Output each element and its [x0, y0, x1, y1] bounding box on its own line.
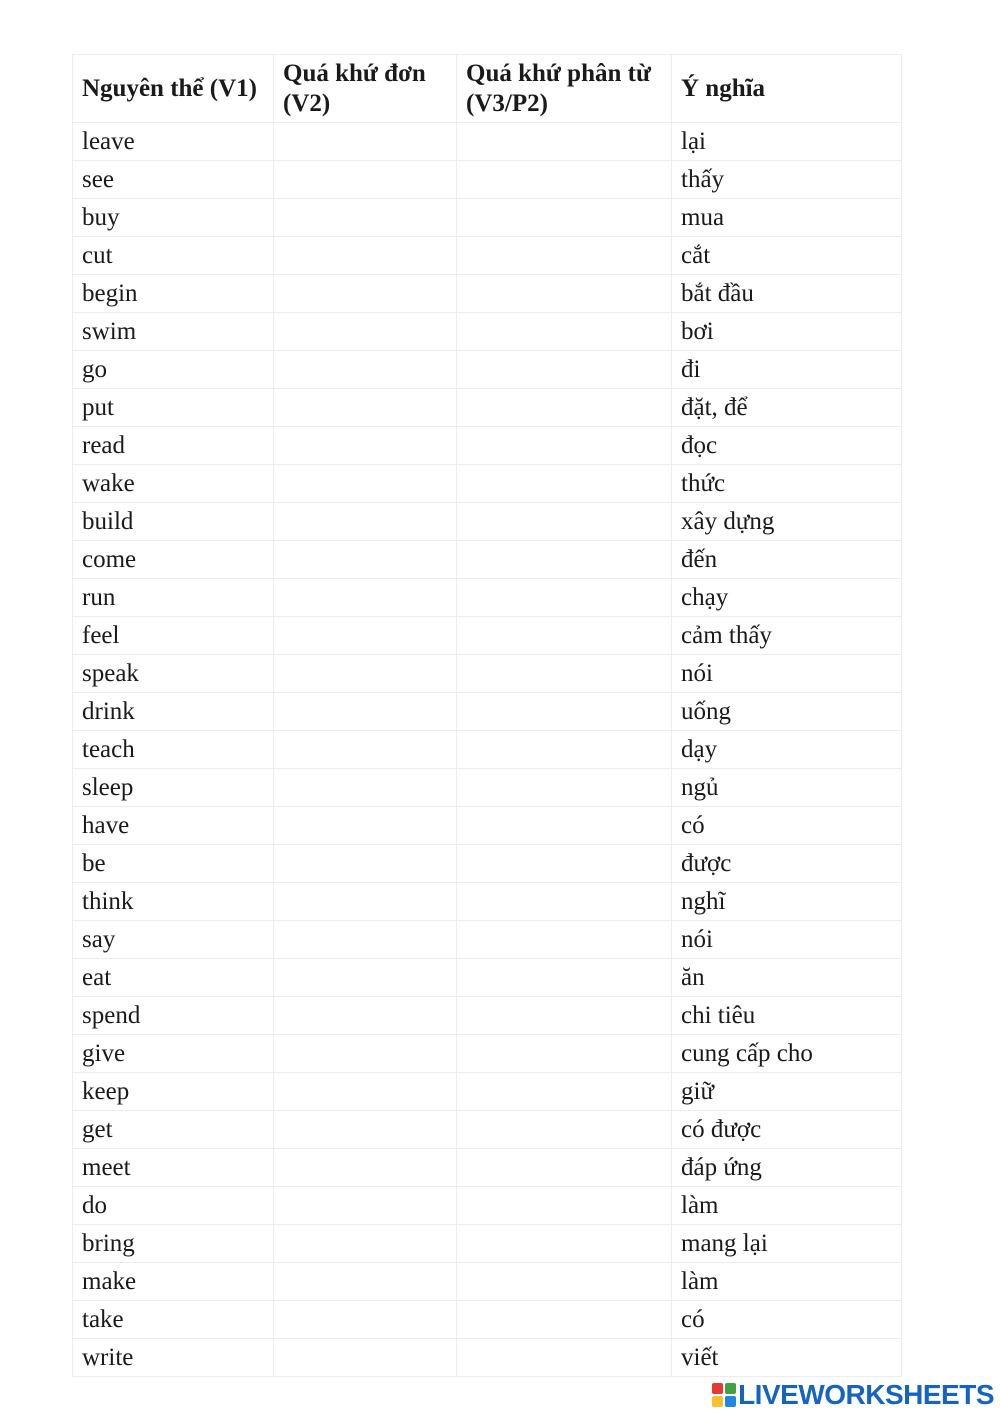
cell-past-simple-answer[interactable]: [274, 541, 457, 579]
cell-past-simple-answer[interactable]: [274, 769, 457, 807]
cell-past-participle-answer[interactable]: [457, 807, 672, 845]
cell-past-participle-answer[interactable]: [457, 427, 672, 465]
table-row: [73, 1301, 902, 1339]
cell-meaning: thức: [672, 465, 902, 503]
table-row: [73, 807, 902, 845]
cell-infinitive: think: [73, 883, 274, 921]
cell-infinitive: see: [73, 161, 274, 199]
cell-infinitive: drink: [73, 693, 274, 731]
cell-infinitive: spend: [73, 997, 274, 1035]
cell-infinitive: come: [73, 541, 274, 579]
header-meaning: Ý nghĩa: [672, 55, 902, 123]
table-row: [73, 313, 902, 351]
liveworksheets-logo: [712, 1379, 994, 1411]
cell-past-participle-answer[interactable]: [457, 1149, 672, 1187]
cell-past-participle-answer[interactable]: [457, 1035, 672, 1073]
table-row: [73, 1263, 902, 1301]
table-row: [73, 427, 902, 465]
cell-past-participle-answer[interactable]: [457, 123, 672, 161]
cell-meaning: lại: [672, 123, 902, 161]
cell-past-participle-answer[interactable]: [457, 655, 672, 693]
cell-past-simple-answer[interactable]: [274, 1149, 457, 1187]
table-row: [73, 1339, 902, 1377]
cell-past-participle-answer[interactable]: [457, 1339, 672, 1377]
cell-past-simple-answer[interactable]: [274, 579, 457, 617]
cell-infinitive: sleep: [73, 769, 274, 807]
cell-infinitive: wake: [73, 465, 274, 503]
cell-infinitive: buy: [73, 199, 274, 237]
cell-past-participle-answer[interactable]: [457, 845, 672, 883]
cell-past-simple-answer[interactable]: [274, 693, 457, 731]
table-row: [73, 161, 902, 199]
logo-square-red: [712, 1383, 723, 1394]
header-infinitive: Nguyên thể (V1): [73, 55, 274, 123]
cell-infinitive: go: [73, 351, 274, 389]
cell-infinitive: run: [73, 579, 274, 617]
cell-past-participle-answer[interactable]: [457, 351, 672, 389]
cell-infinitive: have: [73, 807, 274, 845]
cell-past-simple-answer[interactable]: [274, 807, 457, 845]
cell-past-simple-answer[interactable]: [274, 1339, 457, 1377]
table-body: [73, 123, 902, 1377]
logo-mark-icon: [712, 1383, 736, 1407]
table-row: [73, 503, 902, 541]
table-row: [73, 465, 902, 503]
cell-past-participle-answer[interactable]: [457, 693, 672, 731]
cell-meaning: giữ: [672, 1073, 902, 1111]
table-row: [73, 199, 902, 237]
cell-past-participle-answer[interactable]: [457, 731, 672, 769]
cell-past-participle-answer[interactable]: [457, 541, 672, 579]
cell-meaning: đọc: [672, 427, 902, 465]
cell-meaning: làm: [672, 1187, 902, 1225]
cell-infinitive: swim: [73, 313, 274, 351]
table-row: [73, 997, 902, 1035]
table-row: [73, 617, 902, 655]
cell-infinitive: do: [73, 1187, 274, 1225]
cell-infinitive: read: [73, 427, 274, 465]
cell-past-simple-answer[interactable]: [274, 1111, 457, 1149]
cell-past-simple-answer[interactable]: [274, 503, 457, 541]
cell-past-simple-answer[interactable]: [274, 959, 457, 997]
cell-infinitive: feel: [73, 617, 274, 655]
cell-infinitive: build: [73, 503, 274, 541]
cell-past-participle-answer[interactable]: [457, 199, 672, 237]
cell-past-simple-answer[interactable]: [274, 1187, 457, 1225]
table-row: [73, 389, 902, 427]
cell-meaning: nghĩ: [672, 883, 902, 921]
cell-past-participle-answer[interactable]: [457, 1301, 672, 1339]
cell-infinitive: speak: [73, 655, 274, 693]
cell-meaning: đáp ứng: [672, 1149, 902, 1187]
cell-past-simple-answer[interactable]: [274, 161, 457, 199]
cell-past-participle-answer[interactable]: [457, 769, 672, 807]
cell-past-simple-answer[interactable]: [274, 1073, 457, 1111]
cell-meaning: ăn: [672, 959, 902, 997]
table-row: [73, 769, 902, 807]
cell-meaning: có: [672, 807, 902, 845]
cell-infinitive: cut: [73, 237, 274, 275]
table-row: [73, 1073, 902, 1111]
cell-meaning: có được: [672, 1111, 902, 1149]
cell-past-participle-answer[interactable]: [457, 465, 672, 503]
table-row: [73, 1035, 902, 1073]
cell-meaning: dạy: [672, 731, 902, 769]
cell-past-participle-answer[interactable]: [457, 579, 672, 617]
cell-meaning: thấy: [672, 161, 902, 199]
cell-past-participle-answer[interactable]: [457, 617, 672, 655]
cell-past-participle-answer[interactable]: [457, 1111, 672, 1149]
cell-past-simple-answer[interactable]: [274, 1035, 457, 1073]
cell-infinitive: teach: [73, 731, 274, 769]
cell-past-simple-answer[interactable]: [274, 883, 457, 921]
logo-square-blue: [725, 1396, 736, 1407]
logo-square-green: [725, 1383, 736, 1394]
table-row: [73, 845, 902, 883]
cell-past-simple-answer[interactable]: [274, 313, 457, 351]
cell-meaning: cung cấp cho: [672, 1035, 902, 1073]
table-row: [73, 275, 902, 313]
cell-meaning: nói: [672, 921, 902, 959]
table-row: [73, 883, 902, 921]
cell-meaning: cắt: [672, 237, 902, 275]
cell-infinitive: meet: [73, 1149, 274, 1187]
cell-past-simple-answer[interactable]: [274, 199, 457, 237]
cell-past-simple-answer[interactable]: [274, 275, 457, 313]
cell-meaning: cảm thấy: [672, 617, 902, 655]
cell-past-simple-answer[interactable]: [274, 389, 457, 427]
table-row: [73, 1187, 902, 1225]
table-row: [73, 351, 902, 389]
cell-past-participle-answer[interactable]: [457, 883, 672, 921]
cell-past-simple-answer[interactable]: [274, 845, 457, 883]
cell-past-simple-answer[interactable]: [274, 1225, 457, 1263]
cell-infinitive: keep: [73, 1073, 274, 1111]
cell-past-simple-answer[interactable]: [274, 921, 457, 959]
cell-past-simple-answer[interactable]: [274, 1263, 457, 1301]
cell-past-participle-answer[interactable]: [457, 313, 672, 351]
cell-meaning: mang lại: [672, 1225, 902, 1263]
table-row: [73, 123, 902, 161]
cell-meaning: viết: [672, 1339, 902, 1377]
irregular-verbs-table: [72, 54, 902, 1377]
cell-infinitive: give: [73, 1035, 274, 1073]
cell-meaning: mua: [672, 199, 902, 237]
table-row: [73, 1111, 902, 1149]
cell-meaning: được: [672, 845, 902, 883]
table-row: [73, 1225, 902, 1263]
cell-infinitive: get: [73, 1111, 274, 1149]
cell-past-simple-answer[interactable]: [274, 997, 457, 1035]
cell-past-simple-answer[interactable]: [274, 465, 457, 503]
cell-past-participle-answer[interactable]: [457, 1187, 672, 1225]
cell-meaning: uống: [672, 693, 902, 731]
worksheet: [72, 54, 901, 1377]
table-row: [73, 693, 902, 731]
cell-infinitive: make: [73, 1263, 274, 1301]
logo-square-yellow: [712, 1396, 723, 1407]
cell-meaning: đến: [672, 541, 902, 579]
cell-past-simple-answer[interactable]: [274, 427, 457, 465]
cell-meaning: xây dựng: [672, 503, 902, 541]
cell-past-participle-answer[interactable]: [457, 1225, 672, 1263]
table-row: [73, 541, 902, 579]
table-row: [73, 959, 902, 997]
cell-past-simple-answer[interactable]: [274, 351, 457, 389]
cell-meaning: chi tiêu: [672, 997, 902, 1035]
cell-past-participle-answer[interactable]: [457, 1263, 672, 1301]
cell-meaning: đi: [672, 351, 902, 389]
cell-past-participle-answer[interactable]: [457, 503, 672, 541]
cell-infinitive: be: [73, 845, 274, 883]
cell-past-simple-answer[interactable]: [274, 1301, 457, 1339]
cell-meaning: chạy: [672, 579, 902, 617]
table-row: [73, 655, 902, 693]
cell-past-simple-answer[interactable]: [274, 617, 457, 655]
cell-meaning: bơi: [672, 313, 902, 351]
cell-infinitive: eat: [73, 959, 274, 997]
header-past-participle: Quá khứ phân từ (V3/P2): [457, 55, 672, 123]
table-header-row: [73, 55, 902, 123]
cell-meaning: có: [672, 1301, 902, 1339]
logo-text: LIVEWORKSHEETS: [738, 1379, 994, 1410]
header-past-simple: Quá khứ đơn (V2): [274, 55, 457, 123]
cell-meaning: đặt, để: [672, 389, 902, 427]
cell-past-participle-answer[interactable]: [457, 389, 672, 427]
cell-past-participle-answer[interactable]: [457, 959, 672, 997]
cell-past-participle-answer[interactable]: [457, 161, 672, 199]
cell-past-simple-answer[interactable]: [274, 731, 457, 769]
cell-meaning: làm: [672, 1263, 902, 1301]
cell-past-simple-answer[interactable]: [274, 655, 457, 693]
cell-meaning: ngủ: [672, 769, 902, 807]
table-row: [73, 1149, 902, 1187]
cell-past-participle-answer[interactable]: [457, 275, 672, 313]
cell-past-participle-answer[interactable]: [457, 997, 672, 1035]
cell-past-participle-answer[interactable]: [457, 921, 672, 959]
cell-meaning: nói: [672, 655, 902, 693]
cell-infinitive: bring: [73, 1225, 274, 1263]
cell-past-simple-answer[interactable]: [274, 123, 457, 161]
cell-past-participle-answer[interactable]: [457, 237, 672, 275]
table-row: [73, 921, 902, 959]
cell-infinitive: leave: [73, 123, 274, 161]
cell-past-participle-answer[interactable]: [457, 1073, 672, 1111]
cell-infinitive: write: [73, 1339, 274, 1377]
table-row: [73, 731, 902, 769]
cell-infinitive: put: [73, 389, 274, 427]
cell-past-simple-answer[interactable]: [274, 237, 457, 275]
table-row: [73, 579, 902, 617]
cell-infinitive: say: [73, 921, 274, 959]
cell-infinitive: take: [73, 1301, 274, 1339]
cell-meaning: bắt đầu: [672, 275, 902, 313]
cell-infinitive: begin: [73, 275, 274, 313]
table-row: [73, 237, 902, 275]
